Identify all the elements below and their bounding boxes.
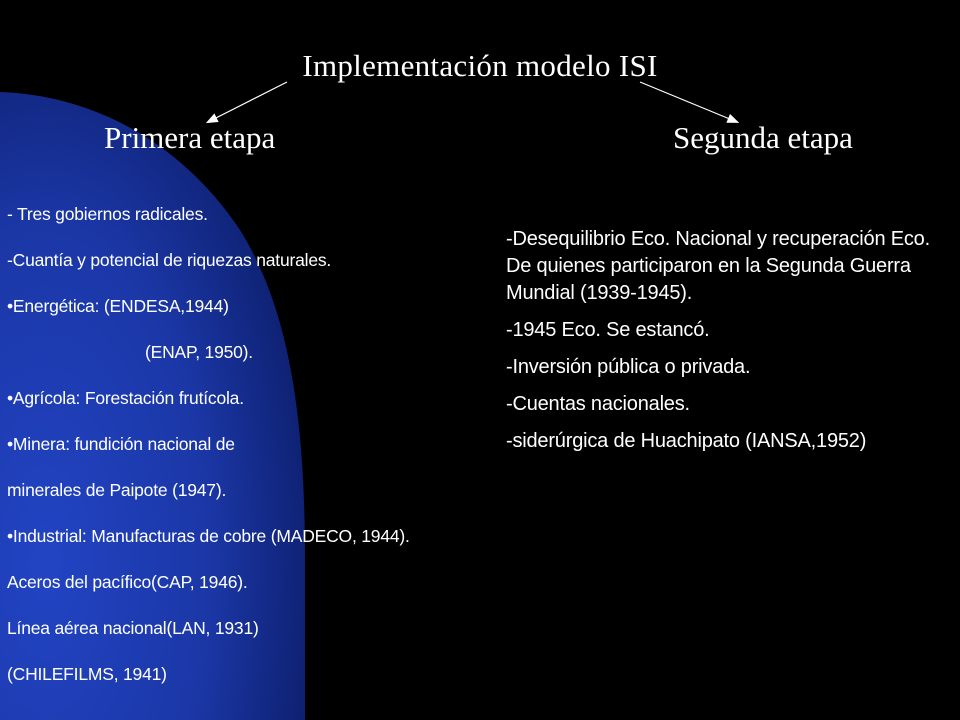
list-item: (ENAP, 1950).: [145, 342, 253, 362]
list-item: •Industrial: Manufacturas de cobre (MADECO, 1944).: [7, 526, 410, 546]
list-item: minerales de Paipote (1947).: [7, 480, 227, 500]
list-item: -Inversión pública o privada.: [506, 356, 751, 378]
list-item: -siderúrgica de Huachipato (IANSA,1952): [506, 430, 867, 452]
list-item: -Desequilibrio Eco. Nacional y recuperación Eco. De quienes participaron en la Segunda Guerra Mundial (1939-1945).: [506, 228, 930, 304]
heading-primera-etapa: Primera etapa: [104, 120, 276, 155]
arrow-right-icon: [640, 82, 737, 122]
list-item: (CHILEFILMS, 1941): [7, 664, 167, 684]
slide-title: Implementación modelo ISI: [302, 48, 658, 83]
list-item: -1945 Eco. Se estancó.: [506, 319, 710, 341]
list-item: •Minera: fundición nacional de: [7, 434, 235, 454]
list-item: -Cuentas nacionales.: [506, 393, 690, 415]
list-item: Línea aérea nacional(LAN, 1931): [7, 618, 259, 638]
left-column: [7, 202, 512, 708]
right-column: [506, 226, 946, 465]
list-item: Aceros del pacífico(CAP, 1946).: [7, 572, 248, 592]
list-item: •Energética: (ENDESA,1944): [7, 296, 229, 316]
list-item: -Cuantía y potencial de riquezas naturales.: [7, 250, 332, 270]
list-item: •Agrícola: Forestación frutícola.: [7, 388, 244, 408]
arrow-left-icon: [208, 82, 287, 122]
list-item: - Tres gobiernos radicales.: [7, 204, 208, 224]
heading-segunda-etapa: Segunda etapa: [673, 120, 853, 155]
